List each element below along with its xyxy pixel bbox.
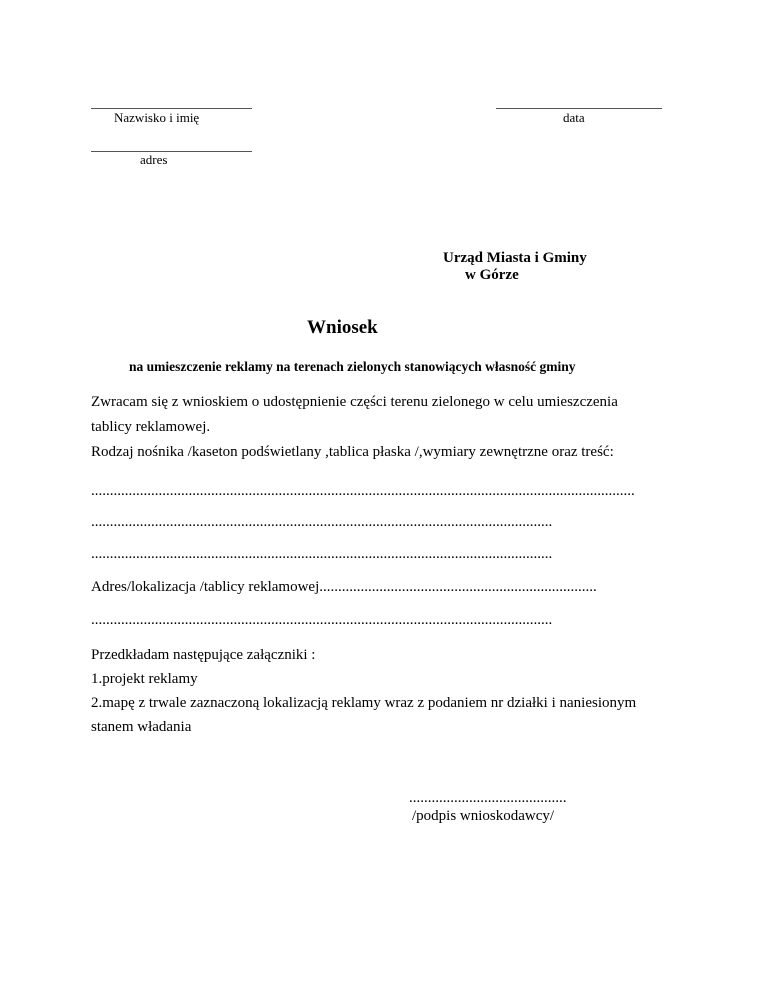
date-label: data xyxy=(563,110,585,125)
location-line xyxy=(91,579,597,596)
attachment-2-line-2: stanem władania xyxy=(91,719,192,735)
attachments-heading: Przedkładam następujące załączniki : xyxy=(91,647,316,663)
carrier-line: Rodzaj nośnika /kaseton podświetlany ,tablica płaska /,wymiary zewnętrzne oraz treść: xyxy=(91,444,614,460)
signature-dots: .......................................... xyxy=(409,790,567,806)
address-line xyxy=(91,151,252,152)
attachment-2-line-1: 2.mapę z trwale zaznaczoną lokalizacją reklamy wraz z podaniem nr działki i naniesionym xyxy=(91,695,637,711)
location-dots: .......................................................................... xyxy=(319,579,597,595)
signature-label: /podpis wnioskodawcy/ xyxy=(412,808,555,824)
paragraph-1-line-2: tablicy reklamowej. xyxy=(91,419,211,435)
dotted-line-4: ........................................................................................................................... xyxy=(91,612,553,628)
date-line xyxy=(496,108,662,109)
location-label: Adres/lokalizacja /tablicy reklamowej xyxy=(91,579,320,595)
address-label: adres xyxy=(140,152,168,167)
dotted-line-3: ........................................................................................................................... xyxy=(91,546,553,562)
name-line xyxy=(91,108,252,109)
document-title: Wniosek xyxy=(307,317,378,338)
dotted-line-2: ........................................................................................................................... xyxy=(91,514,553,530)
document-subtitle: na umieszczenie reklamy na terenach zielonych stanowiących własność gminy xyxy=(129,359,576,374)
recipient-line-2: w Górze xyxy=(465,267,519,283)
name-label: Nazwisko i imię xyxy=(114,110,200,125)
paragraph-1-line-1: Zwracam się z wnioskiem o udostępnienie części terenu zielonego w celu umieszczenia xyxy=(91,394,618,410)
attachment-1: 1.projekt reklamy xyxy=(91,671,198,687)
recipient-line-1: Urząd Miasta i Gminy xyxy=(443,250,587,266)
dotted-line-1: ................................................................................................................................................. xyxy=(91,483,635,499)
